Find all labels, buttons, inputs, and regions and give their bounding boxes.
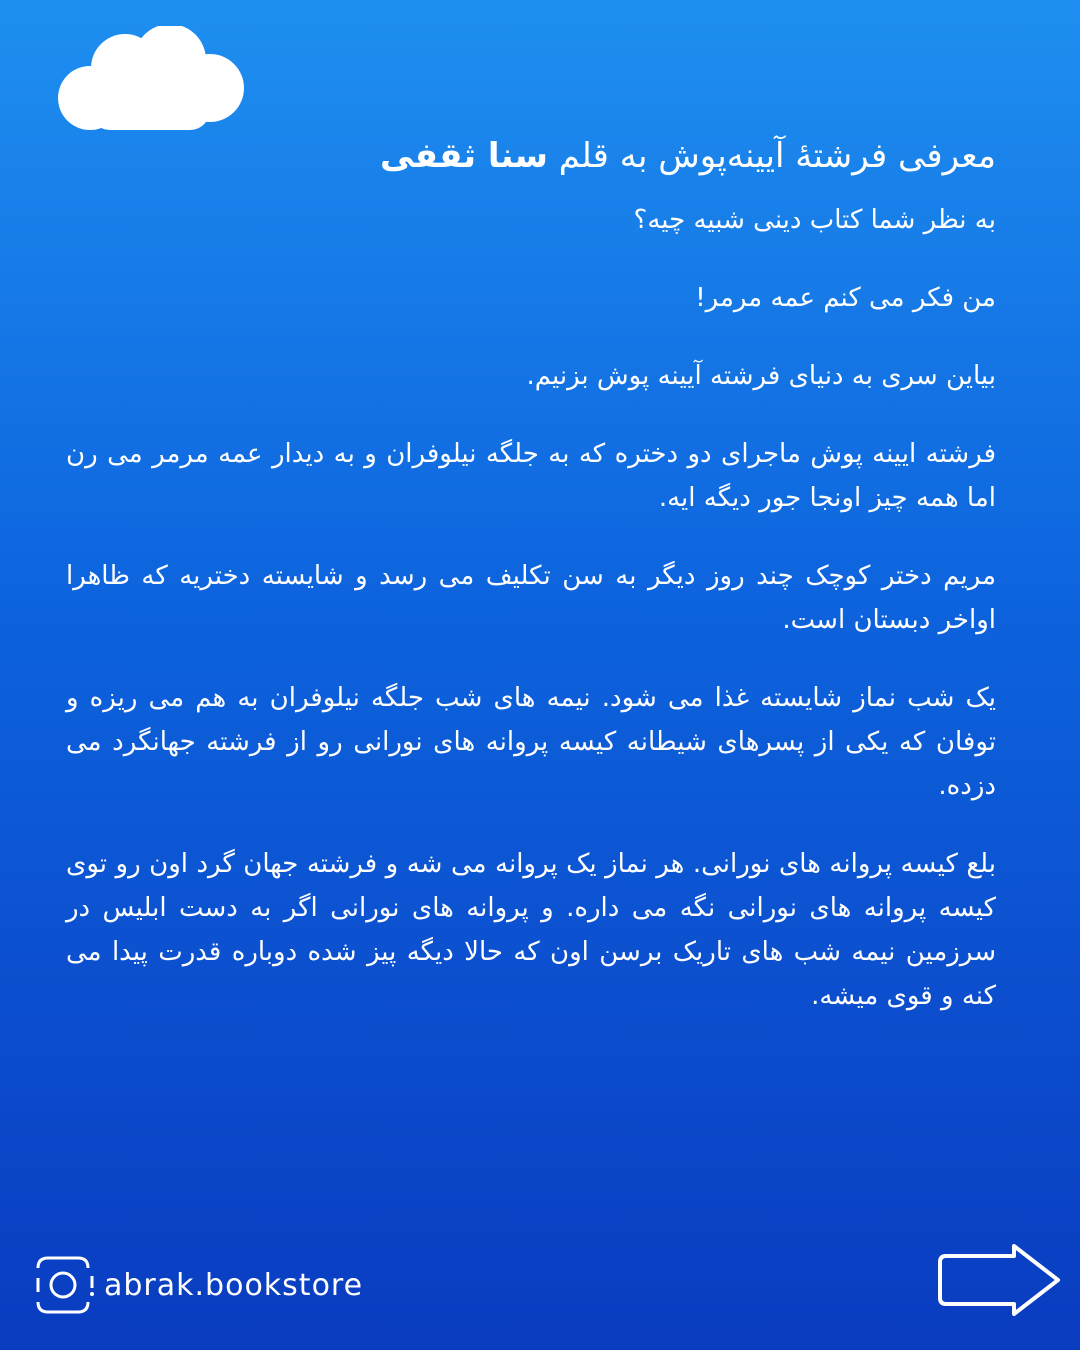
paragraph-2: من فکر می کنم عمه مرمر! <box>695 283 996 313</box>
paragraph-5: مریم دختر کوچک چند روز دیگر به سن تکلیف می رسد و شایسته دختریه که ظاهرا اواخر دبستان است. <box>66 561 996 635</box>
instagram-handle-link[interactable] <box>30 1254 363 1316</box>
title-prefix: معرفی فرشتهٔ آیینه‌پوش به قلم <box>547 136 996 176</box>
arrow-right-icon[interactable] <box>930 1240 1064 1320</box>
paragraph-7: بلع کیسه پروانه های نورانی. هر نماز یک پروانه می شه و فرشته جهان گرد اون رو توی کیسه پروانه های نورانی نگه می داره. و پروانه های نورانی اگر به دست ابلیس در سرزمین نیمه شب های تاریک برسن اون که حالا دیگه پیز شده دوباره قدرت پیدا می کنه و قوی میشه. <box>66 849 996 1011</box>
post-content <box>66 128 996 1052</box>
cloud-icon <box>50 26 250 136</box>
paragraph-6: یک شب نماز شایسته غذا می شود. نیمه های شب جلگه نیلوفران به هم می ریزه و توفان که یکی از پسرهای شیطانه کیسه پروانه های نورانی رو از فرشته جهانگرد می دزده. <box>66 683 996 801</box>
paragraph-4: فرشته ایینه پوش ماجرای دو دختره که به جلگه نیلوفران و به دیدار عمه مرمر می رن اما همه چیز اونجا جور دیگه ایه. <box>66 439 996 513</box>
instagram-icon <box>30 1254 96 1316</box>
paragraph-1: به نظر شما کتاب دینی شبیه چیه؟ <box>633 205 996 235</box>
paragraph-3: بیاین سری به دنیای فرشته آیینه پوش بزنیم. <box>526 361 996 391</box>
instagram-handle: abrak.bookstore <box>104 1267 364 1303</box>
post-title <box>66 128 996 184</box>
author-name: سنا ثقفی <box>379 136 548 176</box>
